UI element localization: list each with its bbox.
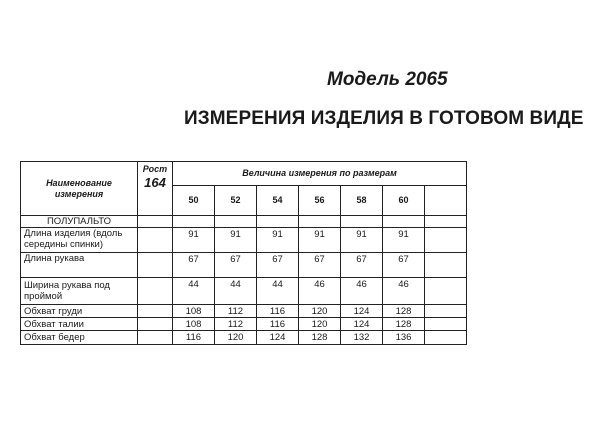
row-value: 128	[383, 305, 425, 318]
row-value: 108	[173, 305, 215, 318]
empty-cell	[425, 278, 467, 305]
height-label: Рост	[142, 164, 168, 174]
empty-cell	[425, 253, 467, 278]
table-row	[21, 253, 467, 278]
empty-cell	[425, 216, 467, 228]
size-header-empty	[425, 186, 467, 216]
row-label: Длина рукава	[21, 253, 138, 278]
size-header: 58	[341, 186, 383, 216]
empty-cell	[257, 216, 299, 228]
row-label: Обхват груди	[21, 305, 138, 318]
empty-cell	[341, 216, 383, 228]
row-value: 67	[257, 253, 299, 278]
row-value: 124	[257, 331, 299, 345]
empty-cell	[425, 305, 467, 318]
row-value: 67	[299, 253, 341, 278]
row-value: 136	[383, 331, 425, 345]
size-header: 56	[299, 186, 341, 216]
row-value: 44	[257, 278, 299, 305]
empty-cell	[425, 228, 467, 253]
row-value: 108	[173, 318, 215, 331]
table-row	[21, 331, 467, 345]
row-value: 46	[383, 278, 425, 305]
row-value: 46	[341, 278, 383, 305]
empty-cell	[173, 216, 215, 228]
row-value: 67	[383, 253, 425, 278]
row-value: 116	[257, 305, 299, 318]
name-header: Наименование измерения	[21, 162, 138, 216]
size-header: 60	[383, 186, 425, 216]
empty-cell	[425, 318, 467, 331]
empty-cell	[138, 318, 173, 331]
table-row	[21, 318, 467, 331]
table-row	[21, 305, 467, 318]
size-header: 52	[215, 186, 257, 216]
empty-cell	[425, 331, 467, 345]
measurements-table	[20, 161, 467, 345]
row-label: Обхват бедер	[21, 331, 138, 345]
row-value: 116	[173, 331, 215, 345]
row-value: 112	[215, 318, 257, 331]
page-title: ИЗМЕРЕНИЯ ИЗДЕЛИЯ В ГОТОВОМ ВИДЕ	[184, 108, 584, 129]
row-value: 124	[341, 318, 383, 331]
empty-cell	[299, 216, 341, 228]
row-value: 116	[257, 318, 299, 331]
row-value: 124	[341, 305, 383, 318]
empty-cell	[138, 228, 173, 253]
empty-cell	[138, 305, 173, 318]
row-value: 128	[383, 318, 425, 331]
row-value: 44	[173, 278, 215, 305]
row-label: Ширина рукава под проймой	[21, 278, 138, 305]
table-row	[21, 278, 467, 305]
empty-cell	[138, 253, 173, 278]
row-value: 67	[341, 253, 383, 278]
row-value: 67	[173, 253, 215, 278]
row-value: 46	[299, 278, 341, 305]
table-row	[21, 228, 467, 253]
empty-cell	[138, 278, 173, 305]
model-title: Модель 2065	[327, 69, 448, 90]
sizes-span-header: Величина измерения по размерам	[173, 162, 467, 186]
row-value: 120	[299, 305, 341, 318]
row-value: 91	[341, 228, 383, 253]
section-label: ПОЛУПАЛЬТО	[21, 216, 138, 228]
empty-cell	[138, 216, 173, 228]
row-value: 91	[299, 228, 341, 253]
row-label: Обхват талии	[21, 318, 138, 331]
row-value: 91	[383, 228, 425, 253]
row-value: 120	[215, 331, 257, 345]
size-header: 54	[257, 186, 299, 216]
row-value: 112	[215, 305, 257, 318]
empty-cell	[138, 331, 173, 345]
row-value: 91	[215, 228, 257, 253]
height-value: 164	[144, 175, 166, 190]
row-value: 128	[299, 331, 341, 345]
row-value: 44	[215, 278, 257, 305]
empty-cell	[215, 216, 257, 228]
row-label: Длина изделия (вдоль середины спинки)	[21, 228, 138, 253]
empty-cell	[383, 216, 425, 228]
size-header: 50	[173, 186, 215, 216]
row-value: 120	[299, 318, 341, 331]
row-value: 67	[215, 253, 257, 278]
height-header	[138, 162, 173, 216]
row-value: 91	[173, 228, 215, 253]
row-value: 132	[341, 331, 383, 345]
row-value: 91	[257, 228, 299, 253]
